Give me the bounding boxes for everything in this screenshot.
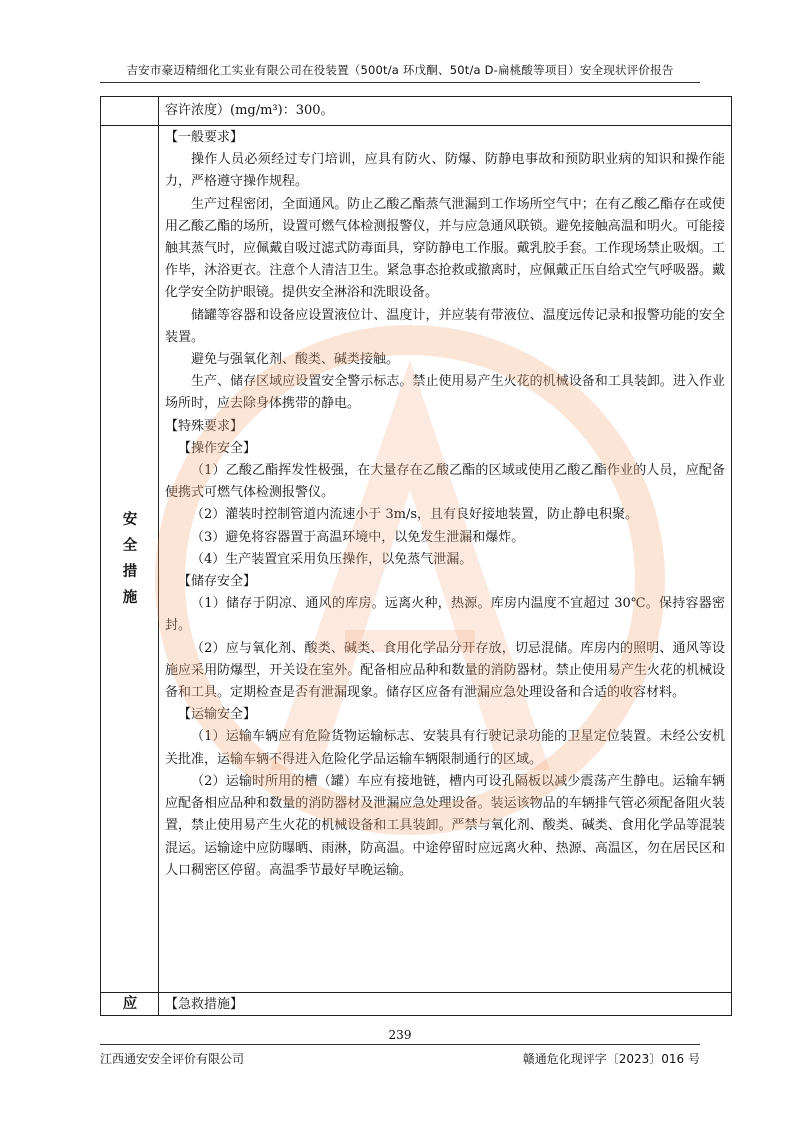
footer-report-number: 赣通危化现评字〔2023〕016 号 (522, 1052, 700, 1066)
heading-operation-safety: 【操作安全】 (178, 440, 257, 456)
footer-company: 江西通安安全评价有限公司 (100, 1052, 245, 1066)
section-label-safety-measures (101, 507, 159, 611)
section-label-char: 措 (122, 564, 138, 580)
paragraph: （4）生产装置宜采用负压操作，以免蒸气泄漏。 (191, 551, 473, 567)
paragraph: （1）储存于阴凉、通风的库房。远离火种，热源。库房内温度不宜超过 30℃。保持容器密封。 (165, 596, 725, 634)
paragraph: 操作人员必须经过专门培训，应具有防火、防爆、防静电事故和预防职业病的知识和操作能力，严格遵守操作规程。 (165, 152, 725, 190)
paragraph: 生产、储存区域应设置安全警示标志。禁止使用易产生火花的机械设备和工具装卸。进入作业场所时，应去除身体携带的静电。 (165, 374, 725, 412)
row-divider (101, 125, 731, 126)
heading-transport-safety: 【运输安全】 (178, 707, 257, 723)
footer-divider (100, 1044, 700, 1045)
heading-storage-safety: 【储存安全】 (178, 574, 257, 590)
paragraph: （3）避免将容器置于高温环境中，以免发生泄漏和爆炸。 (191, 529, 525, 545)
heading-general-requirements: 【一般要求】 (165, 130, 244, 145)
heading-first-aid: 【急救措施】 (165, 997, 244, 1012)
row-divider (101, 992, 731, 993)
paragraph: 生产过程密闭，全面通风。防止乙酸乙酯蒸气泄漏到工作场所空气中；在有乙酸乙酯存在或使用乙酸乙酯的场所，设置可燃气体检测报警仪，并与应急通风联锁。避免接触高温和明火。可能接触其蒸气时，应佩戴自吸过滤式防毒面具，穿防静电工作服。戴乳胶手套。工作现场禁止吸烟。工作毕，沐浴更衣。注意个人清洁卫生。紧急事态抢救或撤离时，应佩戴正压自给式空气呼吸器。戴化学安全防护眼镜。提供安全淋浴和洗眼设备。 (165, 196, 725, 301)
section-label-char: 施 (122, 590, 138, 606)
paragraph: （2）运输时所用的槽（罐）车应有接地链，槽内可设孔隔板以减少震荡产生静电。运输车辆应配备相应品种和数量的消防器材及泄漏应急处理设备。装运该物品的车辆排气管必须配备阻火装置，禁止使用易产生火花的机械设备和工具装卸。严禁与氧化剂、酸类、碱类、食用化学品等混装混运。运输途中应防曝晒、雨淋，防高温。中途停留时应远离火种、热源、高温区，勿在居民区和人口稠密区停留。高温季节最好早晚运输。 (165, 773, 725, 878)
paragraph: （2）灌装时控制管道内流速小于 3m/s，且有良好接地装置，防止静电积聚。 (191, 507, 639, 523)
document-header-title: 吉安市豪迈精细化工实业有限公司在役装置（500t/a 环戊酮、50t/a D-扁桃酸等项目）安全现状评价报告 (126, 63, 674, 77)
paragraph: 避免与强氧化剂、酸类、碱类接触。 (191, 352, 400, 368)
emergency-content (165, 994, 725, 1016)
header-divider (100, 82, 700, 83)
section-label-char: 全 (122, 538, 138, 554)
row1-content (165, 100, 725, 122)
heading-special-requirements: 【特殊要求】 (165, 418, 244, 434)
safety-measures-content (165, 127, 725, 882)
page-number: 239 (388, 1028, 412, 1042)
paragraph: 储罐等容器和设备应设置液位计、温度计，并应装有带液位、温度远传记录和报警功能的安全装置。 (165, 307, 725, 345)
safety-measures-table (100, 96, 732, 1016)
paragraph: （2）应与氧化剂、酸类、碱类、食用化学品分开存放，切忌混储。库房内的照明、通风等设施应采用防爆型，开关设在室外。配备相应品种和数量的消防器材。禁止使用易产生火花的机械设备和工具。定期检查是否有泄漏现象。储存区应备有泄漏应急处理设备和合适的收容材料。 (165, 640, 725, 701)
paragraph: （1）乙酸乙酯挥发性极强，在大量存在乙酸乙酯的区域或使用乙酸乙酯作业的人员，应配备便携式可燃气体检测报警仪。 (165, 463, 725, 501)
row1-text: 容许浓度）(mg/m³)：300。 (165, 103, 334, 118)
section-label-char: 安 (122, 512, 138, 528)
paragraph: （1）运输车辆应有危险货物运输标志、安装具有行驶记录功能的卫星定位装置。未经公安机关批准，运输车辆不得进入危险化学品运输车辆限制通行的区域。 (165, 729, 725, 767)
section-label-emergency: 应 (122, 996, 138, 1012)
